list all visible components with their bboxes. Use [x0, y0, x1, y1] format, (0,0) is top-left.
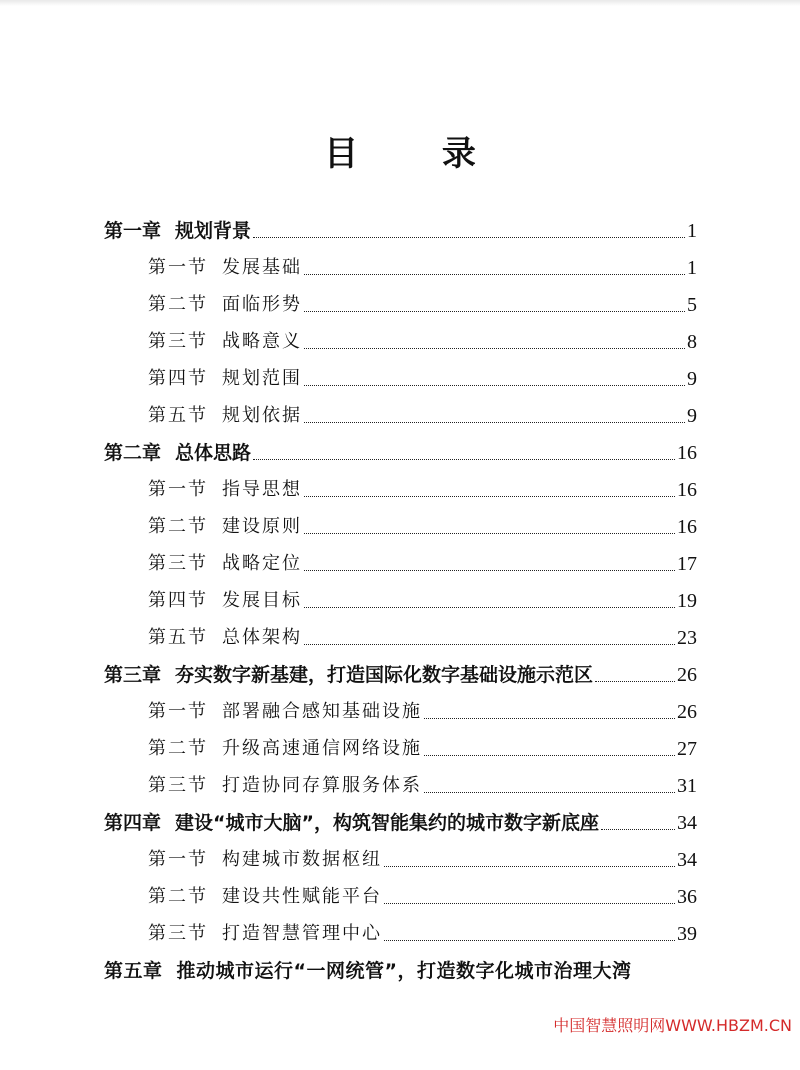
toc-dot-leader [253, 458, 675, 460]
toc-dot-leader [384, 939, 675, 941]
toc-chapter-entry[interactable] [104, 206, 697, 243]
toc-page-number: 36 [677, 886, 697, 908]
toc-entry-title: 夯实数字新基建，打造国际化数字基础设施示范区 [175, 664, 594, 686]
toc-entry-label [148, 293, 302, 317]
site-watermark: 中国智慧照明网WWW.HBZM.CN [553, 1016, 792, 1035]
toc-dot-leader [304, 273, 685, 275]
toc-entry-label [148, 885, 382, 909]
toc-dot-leader [601, 828, 675, 830]
toc-dot-leader [253, 236, 685, 238]
toc-entry-label [148, 922, 382, 946]
toc-entry-number: 第三节 [148, 923, 208, 944]
toc-section-entry[interactable] [104, 687, 697, 724]
toc-section-entry[interactable] [104, 317, 697, 354]
toc-section-entry[interactable] [104, 539, 697, 576]
toc-entry-number: 第五章 [104, 960, 163, 982]
toc-entry-title: 推动城市运行“一网统管”，打造数字化城市治理大湾 [176, 960, 632, 982]
toc-dot-leader [424, 754, 675, 756]
toc-page-number: 26 [677, 701, 697, 723]
toc-dot-leader [304, 495, 675, 497]
toc-entry-title: 指导思想 [222, 479, 302, 500]
toc-dot-leader [304, 310, 685, 312]
toc-entry-label [104, 663, 593, 687]
toc-entry-number: 第一节 [148, 479, 208, 500]
toc-entry-title: 面临形势 [222, 294, 302, 315]
toc-entry-label [148, 478, 302, 502]
toc-entry-label [148, 737, 422, 761]
toc-entry-number: 第四章 [104, 812, 162, 834]
toc-section-entry[interactable] [104, 243, 697, 280]
toc-page-number: 9 [687, 368, 697, 390]
toc-entry-number: 第二节 [148, 294, 208, 315]
toc-entry-title: 构建城市数据枢纽 [222, 849, 382, 870]
toc-page-number: 39 [677, 923, 697, 945]
toc-section-entry[interactable] [104, 835, 697, 872]
toc-entry-title: 规划依据 [222, 405, 302, 426]
toc-section-entry[interactable] [104, 872, 697, 909]
toc-page-number: 17 [677, 553, 697, 575]
toc-entry-label [148, 848, 382, 872]
toc-entry-number: 第四节 [148, 590, 208, 611]
toc-section-entry[interactable] [104, 909, 697, 946]
toc-page-number: 34 [677, 812, 697, 834]
toc-entry-label [148, 367, 302, 391]
toc-section-entry[interactable] [104, 724, 697, 761]
toc-section-entry[interactable] [104, 354, 697, 391]
toc-entry-title: 战略定位 [222, 553, 302, 574]
toc-entry-label [148, 330, 302, 354]
toc-entry-label [104, 811, 599, 835]
toc-entry-title: 部署融合感知基础设施 [222, 701, 422, 722]
toc-entry-number: 第一节 [148, 701, 208, 722]
toc-entry-label [104, 959, 632, 983]
toc-entry-label [148, 774, 422, 798]
toc-entry-title: 发展目标 [222, 590, 302, 611]
toc-entry-label [148, 700, 422, 724]
toc-entry-label [104, 219, 251, 243]
toc-dot-leader [424, 717, 675, 719]
table-of-contents [104, 206, 697, 983]
toc-entry-label [148, 256, 302, 280]
toc-chapter-entry[interactable] [104, 798, 697, 835]
toc-entry-title: 发展基础 [222, 257, 302, 278]
toc-chapter-entry[interactable] [104, 650, 697, 687]
toc-page-number: 1 [687, 257, 697, 279]
toc-entry-number: 第二节 [148, 886, 208, 907]
toc-page-number: 31 [677, 775, 697, 797]
toc-entry-number: 第一节 [148, 849, 208, 870]
toc-page-number: 16 [677, 442, 697, 464]
toc-dot-leader [304, 347, 685, 349]
toc-entry-number: 第二节 [148, 738, 208, 759]
toc-entry-title: 总体思路 [175, 442, 252, 464]
toc-section-entry[interactable] [104, 280, 697, 317]
toc-section-entry[interactable] [104, 613, 697, 650]
toc-dot-leader [304, 532, 675, 534]
page-top-shadow [0, 0, 800, 6]
toc-entry-label [148, 552, 302, 576]
toc-page-number: 5 [687, 294, 697, 316]
toc-section-entry[interactable] [104, 465, 697, 502]
toc-entry-title: 升级高速通信网络设施 [222, 738, 422, 759]
toc-entry-title: 建设共性赋能平台 [222, 886, 382, 907]
toc-dot-leader [304, 384, 685, 386]
toc-dot-leader [304, 569, 675, 571]
toc-entry-title: 打造协同存算服务体系 [222, 775, 422, 796]
toc-entry-number: 第三章 [104, 664, 162, 686]
toc-dot-leader [595, 680, 675, 682]
toc-dot-leader [384, 865, 675, 867]
toc-entry-label [148, 589, 302, 613]
toc-entry-number: 第一章 [104, 220, 162, 242]
toc-section-entry[interactable] [104, 391, 697, 428]
toc-entry-title: 战略意义 [222, 331, 302, 352]
toc-chapter-entry[interactable] [104, 428, 697, 465]
toc-entry-number: 第三节 [148, 331, 208, 352]
toc-entry-label [148, 515, 302, 539]
toc-page-number: 16 [677, 516, 697, 538]
toc-dot-leader [424, 791, 675, 793]
toc-chapter-entry[interactable] [104, 946, 697, 983]
toc-section-entry[interactable] [104, 761, 697, 798]
toc-entry-title: 建设“城市大脑”，构筑智能集约的城市数字新底座 [175, 812, 599, 834]
toc-page-number: 19 [677, 590, 697, 612]
toc-page-number: 27 [677, 738, 697, 760]
toc-page-number: 8 [687, 331, 697, 353]
toc-entry-number: 第二章 [104, 442, 162, 464]
toc-dot-leader [384, 902, 675, 904]
toc-entry-label [148, 626, 302, 650]
toc-entry-title: 打造智慧管理中心 [222, 923, 382, 944]
toc-entry-label [148, 404, 302, 428]
toc-entry-title: 规划范围 [222, 368, 302, 389]
toc-entry-number: 第三节 [148, 775, 208, 796]
toc-entry-title: 规划背景 [175, 220, 252, 242]
toc-entry-label [104, 441, 251, 465]
toc-page-number: 16 [677, 479, 697, 501]
toc-section-entry[interactable] [104, 576, 697, 613]
toc-dot-leader [304, 643, 675, 645]
toc-page-number: 9 [687, 405, 697, 427]
toc-entry-number: 第五节 [148, 405, 208, 426]
toc-page-number: 1 [687, 220, 697, 242]
toc-dot-leader [304, 421, 685, 423]
toc-section-entry[interactable] [104, 502, 697, 539]
toc-entry-number: 第四节 [148, 368, 208, 389]
toc-entry-title: 总体架构 [222, 627, 302, 648]
toc-entry-number: 第一节 [148, 257, 208, 278]
toc-entry-number: 第二节 [148, 516, 208, 537]
page-title: 目 录 [324, 134, 512, 174]
toc-page-number: 26 [677, 664, 697, 686]
toc-page-number: 34 [677, 849, 697, 871]
toc-entry-number: 第三节 [148, 553, 208, 574]
toc-dot-leader [304, 606, 675, 608]
toc-entry-number: 第五节 [148, 627, 208, 648]
toc-entry-title: 建设原则 [222, 516, 302, 537]
toc-page-number: 23 [677, 627, 697, 649]
